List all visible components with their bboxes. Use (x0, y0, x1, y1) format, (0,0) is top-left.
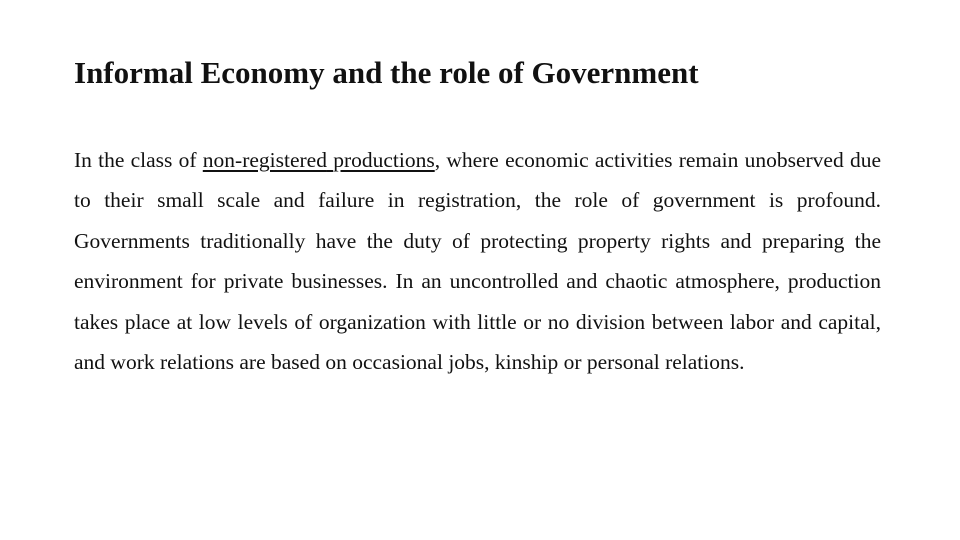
paragraph-body-text: , where economic activities remain unobserved due to their small scale and failure in registration, the role of government is profound. Governments traditionally have the duty of protecting property rights and preparing the environment for private businesses. In an uncontrolled and chaotic atmosphere, production takes place at low levels of organization with little or no division between labor and capital, and work relations are based on occasional jobs, kinship or personal relations. (74, 148, 881, 375)
body-paragraph (74, 140, 881, 382)
slide-title: Informal Economy and the role of Government (74, 55, 699, 90)
paragraph-intro-text: In the class of (74, 148, 203, 172)
underlined-term-productions: productions (333, 148, 435, 172)
underlined-term-non-registered: non-registered (202, 148, 327, 172)
